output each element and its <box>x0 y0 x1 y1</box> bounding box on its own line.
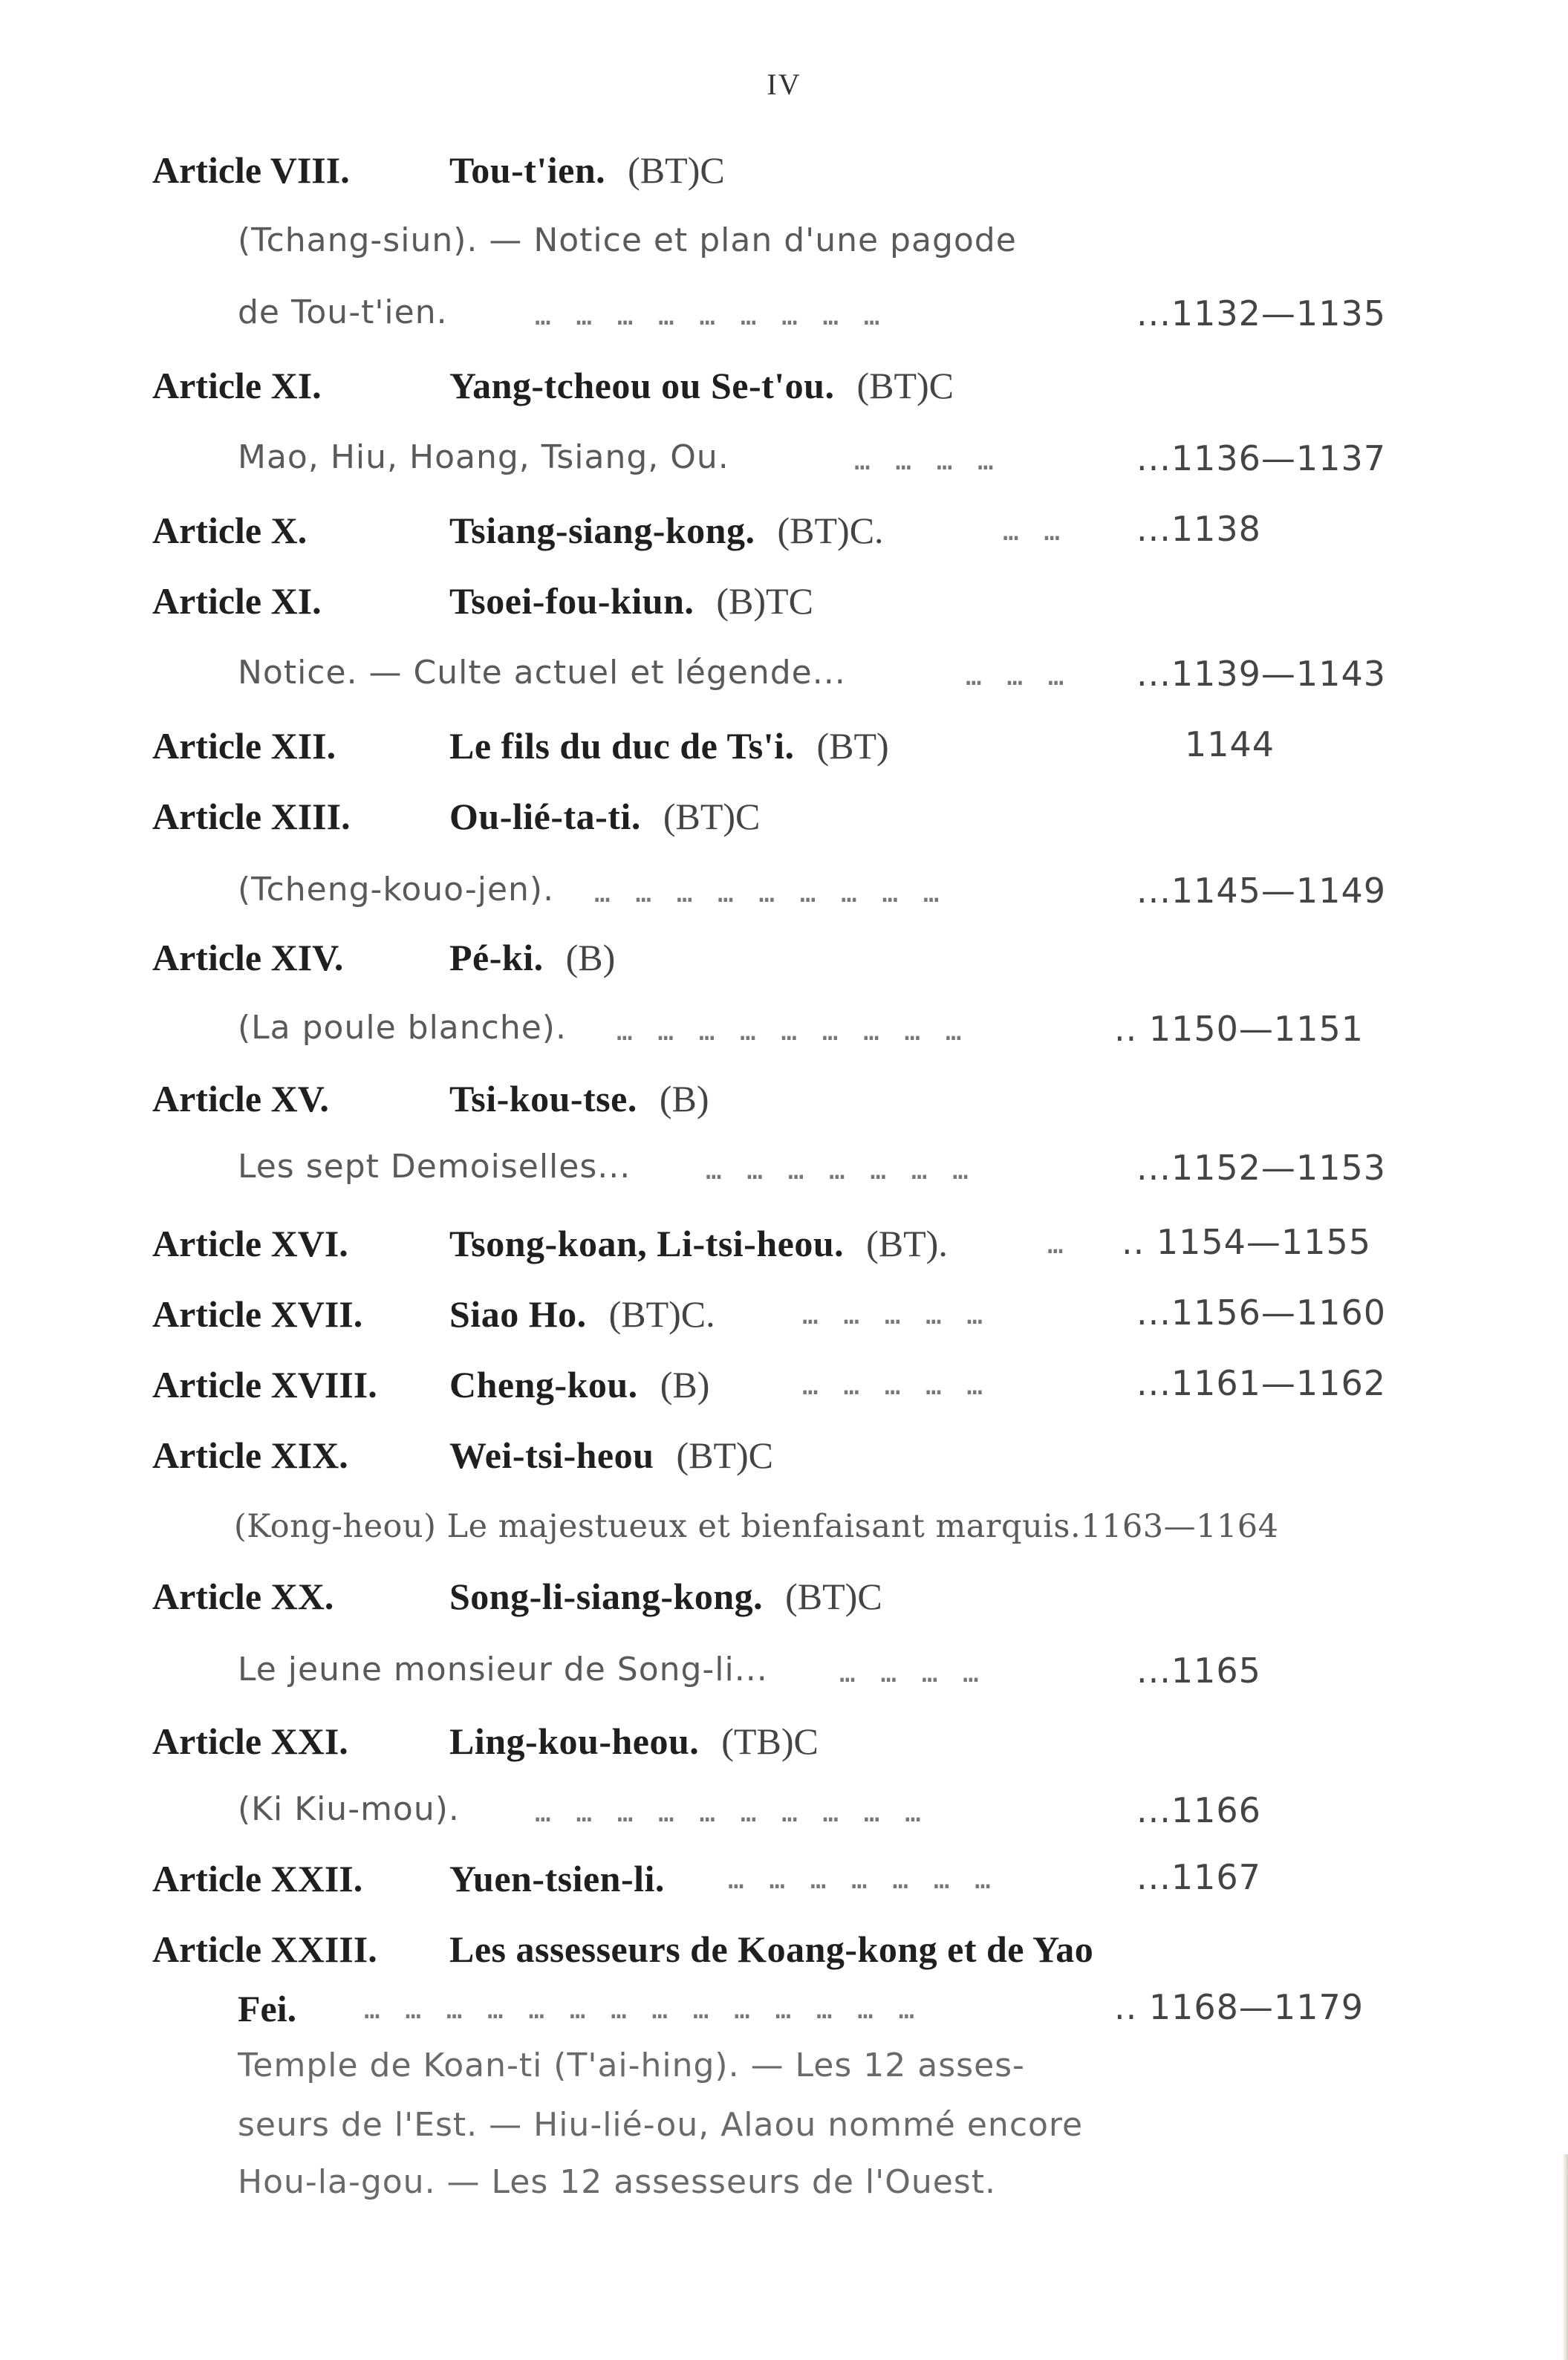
dot-leader: … … … … <box>839 1658 983 1688</box>
article-title: Song-li-siang-kong. <box>449 1576 764 1617</box>
article-label: Article XXI. <box>152 1720 348 1762</box>
article-tag: (BT)C <box>628 149 725 191</box>
article-tag: (B) <box>659 1078 709 1119</box>
page-range: .. 1168—1179 <box>1114 1987 1364 2027</box>
dot-leader: … … <box>1003 516 1065 547</box>
dot-leader: … … … … … … … … … … … … … … <box>364 1995 920 2025</box>
dot-leader: … … … … <box>854 446 998 476</box>
article-description: seurs de l'Est. — Hiu-lié-ou, Alaou nommé encore <box>238 2106 1084 2144</box>
page-range: 1144 <box>1185 724 1275 764</box>
page-range: ...1161—1162 <box>1136 1363 1386 1403</box>
article-heading <box>152 1928 1093 1971</box>
article-tag: (BT)C <box>676 1434 773 1476</box>
article-tag: (B)TC <box>716 580 813 622</box>
article-title: Siao Ho. <box>449 1293 587 1335</box>
article-title: Yang-tcheou ou Se-t'ou. <box>449 365 835 406</box>
article-label: Article XIX. <box>152 1434 348 1476</box>
article-title: Tsiang-siang-kong. <box>449 510 755 551</box>
page-range: ...1156—1160 <box>1136 1293 1386 1333</box>
page-range: ...1132—1135 <box>1136 293 1386 334</box>
article-title-continued: Fei. <box>238 1988 297 2029</box>
article-label: Article XX. <box>152 1576 334 1617</box>
article-subtitle: (Kong-heou) Le majestueux et bienfaisant marquis.1163—1164 <box>234 1508 1279 1545</box>
article-subtitle: (Tchang-siun). — Notice et plan d'une pagode <box>238 221 1017 259</box>
article-label: Article XI. <box>152 365 322 406</box>
article-tag: (BT)C <box>856 365 954 406</box>
article-heading <box>152 364 954 407</box>
article-subtitle: (Tcheng-kouo-jen). <box>238 871 555 908</box>
article-label: Article XVIII. <box>152 1364 377 1405</box>
article-label: Article XVII. <box>152 1293 363 1335</box>
article-heading <box>152 795 760 838</box>
article-subtitle: (La poule blanche). <box>238 1009 567 1047</box>
article-title: Tsong-koan, Li-tsi-heou. <box>449 1223 845 1264</box>
article-heading <box>152 509 884 552</box>
article-label: Article XXII. <box>152 1858 363 1899</box>
article-tag: (BT) <box>816 725 889 767</box>
article-label: Article X. <box>152 510 308 551</box>
article-tag: (BT)C. <box>777 510 884 551</box>
article-label: Article XV. <box>152 1078 329 1119</box>
article-heading <box>152 1720 819 1763</box>
article-label: Article XI. <box>152 580 322 622</box>
article-title: Tsi-kou-tse. <box>449 1078 637 1119</box>
article-label: Article XIV. <box>152 937 344 978</box>
article-heading <box>152 149 725 192</box>
article-label: Article VIII. <box>152 149 350 191</box>
article-subtitle: Les sept Demoiselles... <box>238 1148 631 1186</box>
article-heading <box>152 1293 715 1336</box>
dot-leader: … … … … … … … … … <box>617 1016 966 1047</box>
article-heading <box>152 1077 709 1120</box>
article-tag: (BT)C <box>663 796 761 837</box>
dot-leader: … … … … … … … <box>728 1865 995 1895</box>
page-range: ...1166 <box>1136 1790 1261 1830</box>
article-title: Les assesseurs de Koang-kong et de Yao <box>449 1928 1094 1970</box>
page-range: ...1167 <box>1136 1857 1261 1897</box>
article-label: Article XXIII. <box>152 1928 377 1970</box>
dot-leader: … … … … … … … <box>706 1155 973 1186</box>
dot-leader: … … … <box>966 661 1069 692</box>
article-subtitle: Notice. — Culte actuel et légende... <box>238 654 846 692</box>
page-range: ...1145—1149 <box>1136 871 1386 911</box>
dot-leader: … … … … … <box>802 1300 988 1330</box>
article-tag: (BT). <box>866 1223 948 1264</box>
article-description: Hou-la-gou. — Les 12 assesseurs de l'Ouest. <box>238 2163 996 2201</box>
page-range: .. 1150—1151 <box>1114 1009 1364 1049</box>
article-heading <box>152 724 889 767</box>
article-tag: (BT)C. <box>608 1293 715 1335</box>
article-title: Le fils du duc de Ts'i. <box>449 725 795 767</box>
dot-leader: … … … … … <box>802 1371 988 1401</box>
article-heading <box>152 1575 882 1618</box>
article-tag: (BT)C <box>785 1576 882 1617</box>
dot-leader: … … … … … … … … … <box>594 878 944 908</box>
page-range: ...1136—1137 <box>1136 438 1386 478</box>
article-title: Wei-tsi-heou <box>449 1434 654 1476</box>
article-subtitle: Le jeune monsieur de Song-li... <box>238 1651 768 1688</box>
dot-leader: … <box>1047 1229 1068 1260</box>
article-title: Pé-ki. <box>449 937 544 978</box>
article-heading <box>152 1434 773 1477</box>
article-title: Tsoei-fou-kiun. <box>449 580 694 622</box>
article-tag: (TB)C <box>721 1720 819 1762</box>
article-description: Temple de Koan-ti (T'ai-hing). — Les 12 asses- <box>238 2047 1025 2084</box>
article-subtitle: de Tou-t'ien. <box>238 293 448 331</box>
article-label: Article XIII. <box>152 796 351 837</box>
article-heading <box>152 579 813 622</box>
article-heading <box>152 1363 709 1406</box>
dot-leader: … … … … … … … … … … <box>535 1798 925 1828</box>
article-tag: (B) <box>660 1364 710 1405</box>
article-subtitle: Mao, Hiu, Hoang, Tsiang, Ou. <box>238 438 729 476</box>
page-range: ...1139—1143 <box>1136 654 1386 694</box>
page-number: IV <box>767 68 801 101</box>
article-subtitle: (Ki Kiu-mou). <box>238 1790 460 1828</box>
article-title: Tou-t'ien. <box>449 149 606 191</box>
article-label: Article XII. <box>152 725 336 767</box>
dot-leader: … … … … … … … … … <box>535 301 885 331</box>
article-title: Cheng-kou. <box>449 1364 638 1405</box>
page-range: .. 1154—1155 <box>1122 1222 1371 1262</box>
page-range: ...1138 <box>1136 509 1261 549</box>
article-label: Article XVI. <box>152 1223 348 1264</box>
article-heading <box>152 936 615 979</box>
page-range: ...1165 <box>1136 1651 1261 1691</box>
page-edge-shadow <box>1562 2154 1568 2360</box>
article-heading <box>152 1857 665 1900</box>
page-range: ...1152—1153 <box>1136 1148 1386 1188</box>
article-tag: (B) <box>565 937 616 978</box>
article-title: Yuen-tsien-li. <box>449 1858 665 1899</box>
article-title: Ling-kou-heou. <box>449 1720 700 1762</box>
article-heading <box>152 1222 948 1265</box>
article-title: Ou-lié-ta-ti. <box>449 796 641 837</box>
